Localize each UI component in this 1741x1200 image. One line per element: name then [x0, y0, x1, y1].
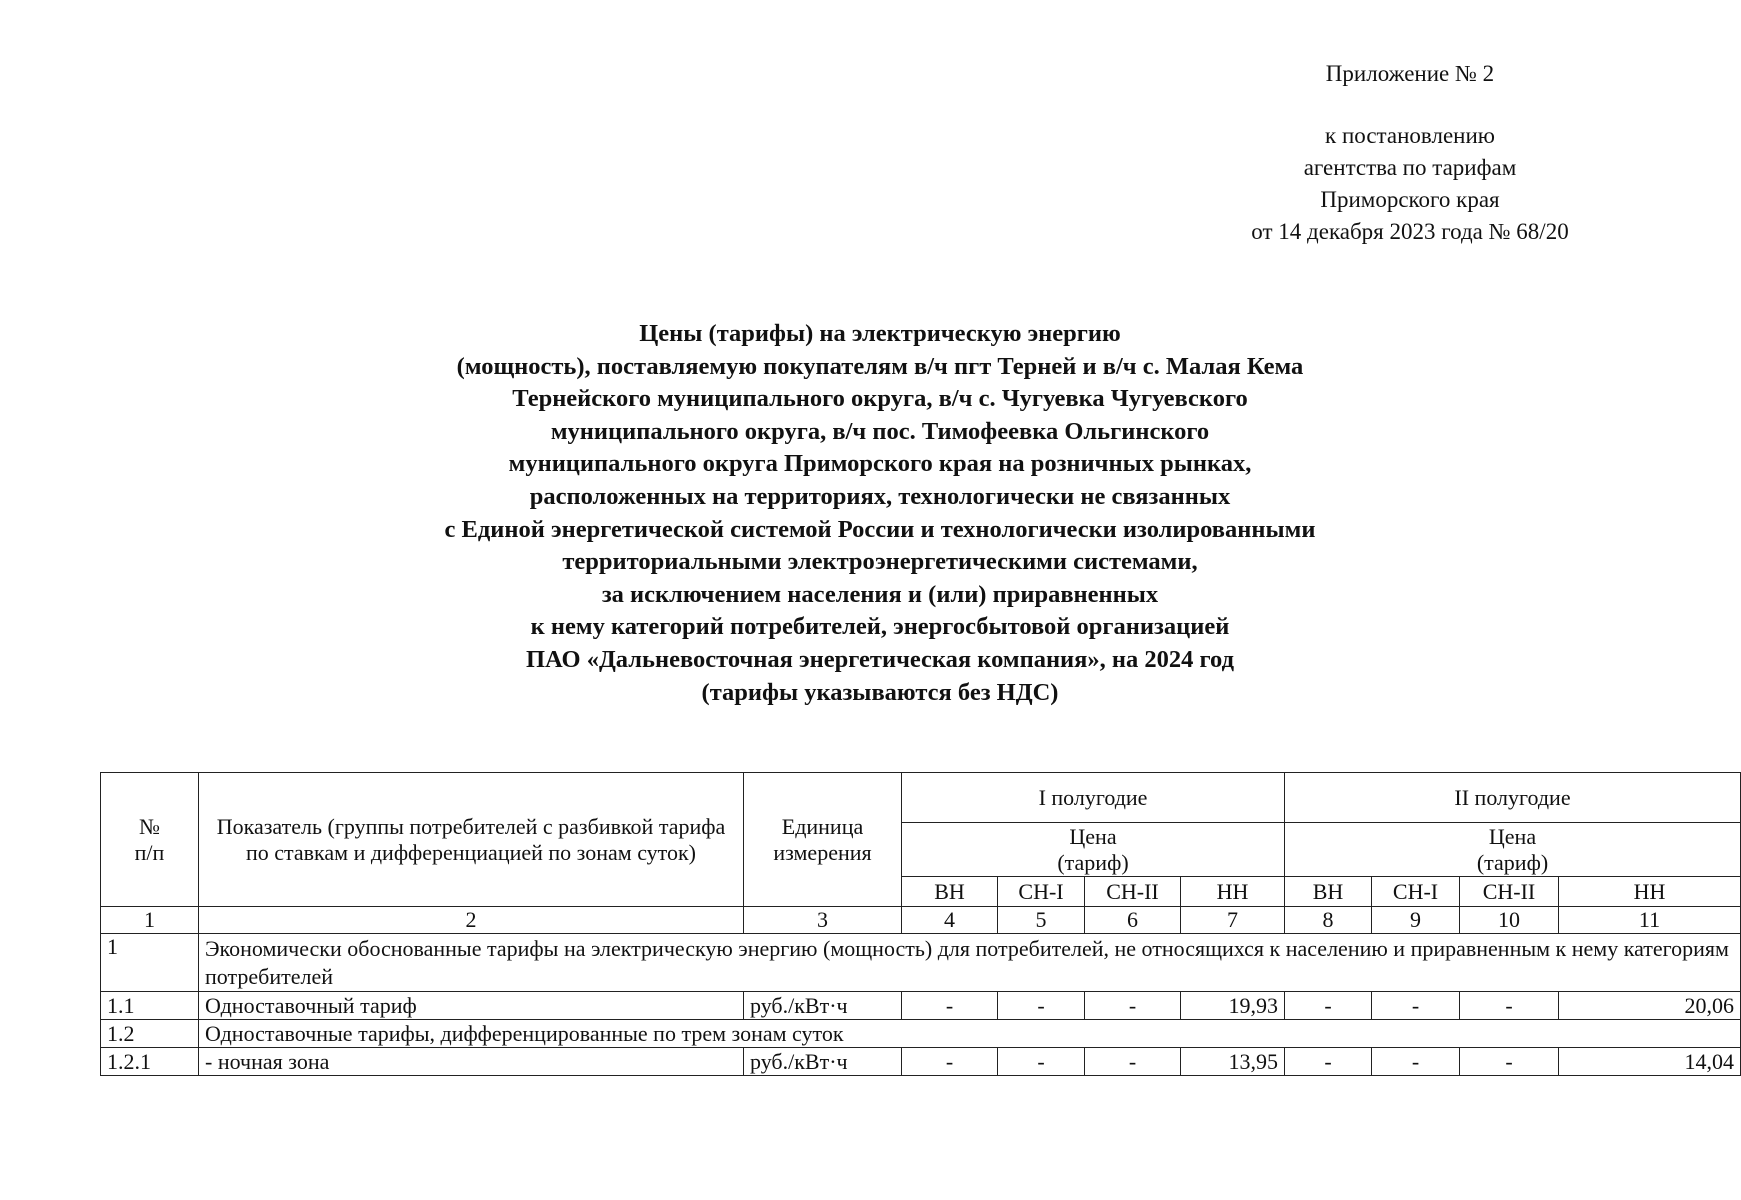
row-value: - [998, 1048, 1085, 1076]
title-line: ПАО «Дальневосточная энергетическая компания», на 2024 год [525, 645, 1234, 673]
row-num: 1.1 [101, 992, 199, 1020]
row-num: 1 [101, 934, 199, 992]
title-line: территориальными электроэнергетическими системами, [562, 548, 1198, 576]
attachment-date: от 14 декабря 2023 года № 68/20 [1251, 219, 1569, 244]
header-voltage: ВН [1285, 877, 1372, 907]
row-num: 1.2 [101, 1020, 199, 1048]
table-row [101, 934, 1741, 992]
table-row [101, 992, 1741, 1020]
header-voltage: СН-II [1460, 877, 1559, 907]
row-value: - [1285, 992, 1372, 1020]
title-line: расположенных на территориях, технологически не связанных [529, 482, 1231, 510]
header-half-1: I полугодие [902, 773, 1285, 823]
row-unit: руб./кВт·ч [744, 1048, 902, 1076]
column-index-row [101, 907, 1741, 934]
header-unit: Единица измерения [744, 773, 902, 907]
title-line: (тарифы указываются без НДС) [701, 678, 1059, 706]
column-index: 10 [1460, 907, 1559, 934]
attachment-region: Приморского края [1320, 187, 1500, 212]
row-value: 14,04 [1559, 1048, 1741, 1076]
column-index: 7 [1181, 907, 1285, 934]
row-value: - [1285, 1048, 1372, 1076]
row-value: - [1085, 992, 1181, 1020]
header-voltage: СН-II [1085, 877, 1181, 907]
attachment-resolution: к постановлению [1325, 123, 1495, 148]
row-value: - [1460, 1048, 1559, 1076]
row-value: 13,95 [1181, 1048, 1285, 1076]
title-line: за исключением населения и (или) приравненных [601, 580, 1159, 608]
header-voltage: СН-I [998, 877, 1085, 907]
column-index: 2 [199, 907, 744, 934]
header-voltage: СН-I [1372, 877, 1460, 907]
title-line: Тернейского муниципального округа, в/ч с. Чугуевка Чугуевского [512, 385, 1248, 413]
column-index: 9 [1372, 907, 1460, 934]
table-row [101, 1048, 1741, 1076]
document-title [300, 318, 1460, 709]
title-line: Цены (тарифы) на электрическую энергию [639, 320, 1121, 347]
tariff-table [100, 772, 1741, 1076]
row-name: - ночная зона [199, 1048, 744, 1076]
attachment-agency: агентства по тарифам [1303, 155, 1517, 180]
row-value: - [998, 992, 1085, 1020]
title-line: к нему категорий потребителей, энергосбытовой организацией [530, 613, 1230, 641]
row-value: - [1085, 1048, 1181, 1076]
header-price-2: Цена (тариф) [1285, 823, 1741, 877]
column-index: 4 [902, 907, 998, 934]
row-value: - [902, 992, 998, 1020]
title-line: муниципального округа Приморского края на розничных рынках, [508, 450, 1252, 478]
section-text: Одноставочные тарифы, дифференцированные по трем зонам суток [199, 1020, 1741, 1048]
title-line: с Единой энергетической системой России и технологически изолированными [444, 515, 1316, 543]
header-voltage: НН [1181, 877, 1285, 907]
tariff-table-wrap [100, 772, 1734, 1076]
header-voltage: НН [1559, 877, 1741, 907]
column-index: 8 [1285, 907, 1372, 934]
column-index: 3 [744, 907, 902, 934]
header-num: № п/п [101, 773, 199, 907]
row-value: 20,06 [1559, 992, 1741, 1020]
column-index: 5 [998, 907, 1085, 934]
header-indicator: Показатель (группы потребителей с разбивкой тарифа по ставкам и дифференциацией по зонам суток) [199, 773, 744, 907]
column-index: 11 [1559, 907, 1741, 934]
column-index: 1 [101, 907, 199, 934]
attachment-block [1180, 58, 1640, 248]
table-row [101, 1020, 1741, 1048]
header-price-1: Цена (тариф) [902, 823, 1285, 877]
row-value: - [1372, 992, 1460, 1020]
row-value: - [1460, 992, 1559, 1020]
header-voltage: ВН [902, 877, 998, 907]
title-line: муниципального округа, в/ч пос. Тимофеевка Ольгинского [550, 417, 1210, 445]
header-half-2: II полугодие [1285, 773, 1741, 823]
row-value: - [1372, 1048, 1460, 1076]
title-line: (мощность), поставляемую покупателям в/ч пгт Терней и в/ч с. Малая Кема [456, 352, 1304, 380]
row-value: - [902, 1048, 998, 1076]
row-unit: руб./кВт·ч [744, 992, 902, 1020]
section-text: Экономически обоснованные тарифы на электрическую энергию (мощность) для потребителей, не относящихся к населению и приравненным к нему категориям потребителей [199, 934, 1741, 992]
attachment-number: Приложение № 2 [1325, 61, 1495, 86]
row-num: 1.2.1 [101, 1048, 199, 1076]
column-index: 6 [1085, 907, 1181, 934]
row-value: 19,93 [1181, 992, 1285, 1020]
row-name: Одноставочный тариф [199, 992, 744, 1020]
